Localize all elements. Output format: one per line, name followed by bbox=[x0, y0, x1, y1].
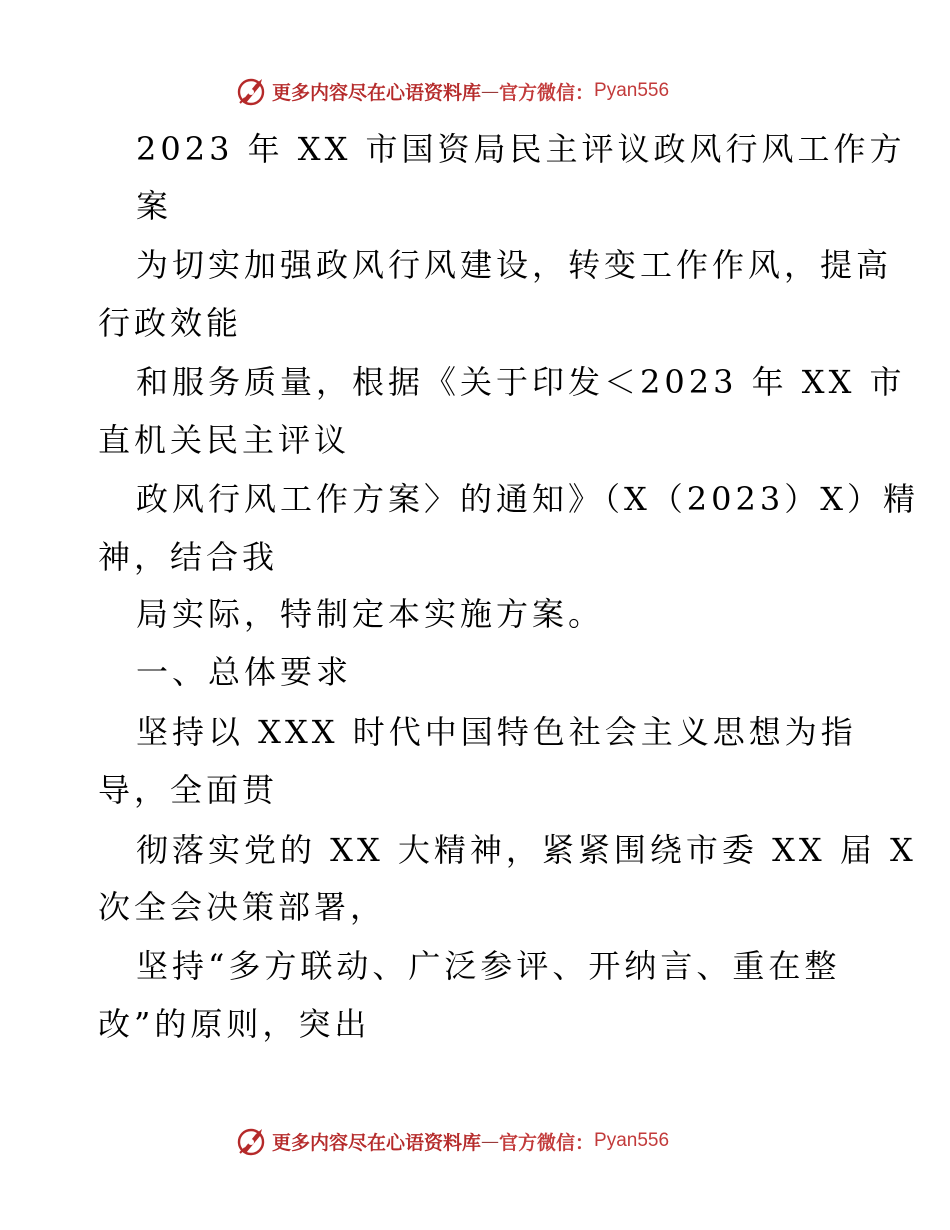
watermark-text: 更多内容尽在心语资料库 bbox=[272, 1131, 482, 1154]
watermark-dash: — bbox=[481, 80, 500, 102]
doc-paragraph-line: 局实际，特制定本实施方案。 bbox=[136, 595, 605, 633]
watermark-wechat-label: 官方微信： bbox=[499, 1131, 595, 1154]
doc-paragraph-line: 次全会决策部署， bbox=[98, 888, 387, 926]
pen-nib-logo-icon bbox=[236, 1125, 268, 1157]
doc-paragraph-line: 彻落实党的 XX 大精神，紧紧围绕市委 XX 届 X bbox=[136, 831, 917, 869]
doc-paragraph-line: 坚持“多方联动、广泛参评、开纳言、重在整 bbox=[136, 947, 841, 985]
doc-paragraph-line: 行政效能 bbox=[98, 304, 243, 342]
doc-paragraph-line: 改”的原则，突出 bbox=[98, 1005, 371, 1043]
doc-title-line-2: 案 bbox=[136, 187, 173, 225]
footer-watermark bbox=[236, 1124, 669, 1158]
doc-section-heading: 一、总体要求 bbox=[136, 653, 353, 691]
doc-title-line-1: 2023 年 XX 市国资局民主评议政风行风工作方 bbox=[136, 130, 906, 168]
watermark-dash: — bbox=[481, 1130, 500, 1152]
doc-paragraph-line: 政风行风工作方案〉的通知》（X（2023）X）精 bbox=[136, 480, 920, 518]
doc-paragraph-line: 坚持以 XXX 时代中国特色社会主义思想为指 bbox=[136, 713, 857, 751]
doc-paragraph-line: 为切实加强政风行风建设，转变工作作风，提高 bbox=[136, 246, 893, 284]
doc-paragraph-line: 神，结合我 bbox=[98, 538, 279, 576]
header-watermark bbox=[236, 74, 669, 108]
watermark-wechat-label: 官方微信： bbox=[499, 81, 595, 104]
watermark-text: 更多内容尽在心语资料库 bbox=[272, 81, 482, 104]
doc-paragraph-line: 和服务质量，根据《关于印发＜2023 年 XX 市 bbox=[136, 363, 906, 401]
pen-nib-logo-icon bbox=[236, 75, 268, 107]
doc-paragraph-line: 直机关民主评议 bbox=[98, 421, 351, 459]
watermark-account: Pyan556 bbox=[594, 80, 670, 101]
watermark-account: Pyan556 bbox=[594, 1130, 670, 1151]
doc-paragraph-line: 导，全面贯 bbox=[98, 771, 279, 809]
